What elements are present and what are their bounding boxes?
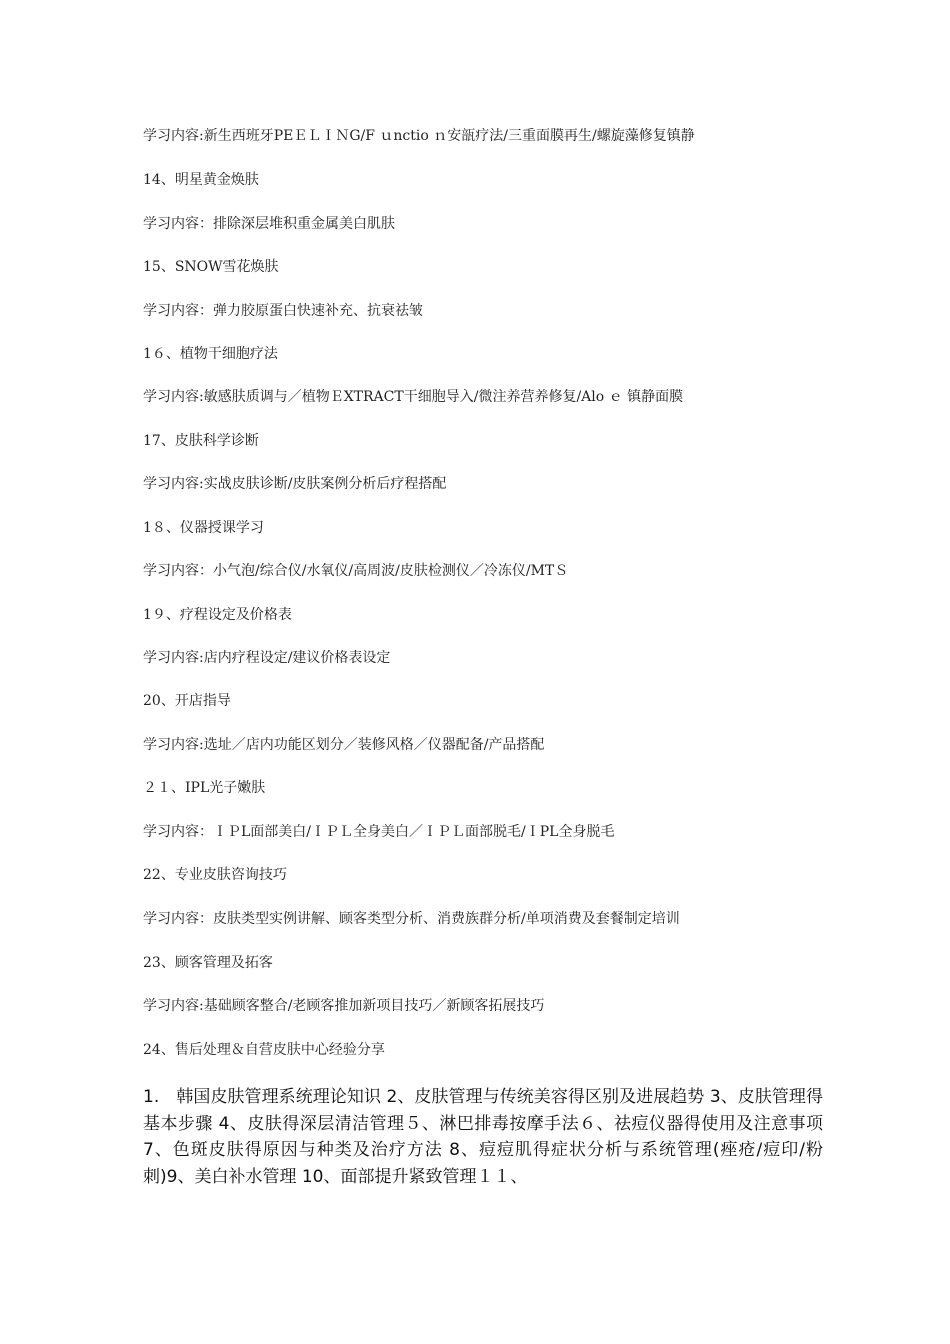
course-summary-paragraph: 1. 韩国皮肤管理系统理论知识 2、皮肤管理与传统美容得区别及进展趋势 3、皮肤管理得基本步骤 4、皮肤得深层清洁管理５、淋巴排毒按摩手法６、祛痘仪器得使用及注意事项 7、色斑皮肤得原因与种类及治疗方法 8、痘痘肌得症状分析与系统管理(痤疮/痘印/粉刺)9、美白补水管理 10、面部提升紧致管理１１、 bbox=[143, 1087, 823, 1187]
course-content-16: 学习内容:敏感肤质调与／植物ＥXTRACT干细胞导入/微注养营养修复/Alo ｅ 镇静面膜 bbox=[143, 389, 684, 405]
course-title-15: 15、SNOW雪花焕肤 bbox=[143, 259, 279, 275]
course-content-19: 学习内容:店内疗程设定/建议价格表设定 bbox=[143, 650, 391, 666]
course-content-22: 学习内容：皮肤类型实例讲解、顾客类型分析、消费族群分析/单项消费及套餐制定培训 bbox=[143, 911, 680, 927]
course-title-20: 20、开店指导 bbox=[143, 693, 231, 709]
course-title-24: 24、售后处理＆自营皮肤中心经验分享 bbox=[143, 1042, 385, 1058]
course-title-18: 1８、仪器授课学习 bbox=[143, 520, 264, 536]
course-content-18: 学习内容：小气泡/综合仪/水氧仪/高周波/皮肤检测仪／冷冻仪/MTＳ bbox=[143, 563, 569, 579]
course-content-20: 学习内容:选址／店内功能区划分／装修风格／仪器配备/产品搭配 bbox=[143, 737, 545, 753]
course-title-19: 1９、疗程设定及价格表 bbox=[143, 607, 292, 623]
course-title-21: ２１、IPL光子嫩肤 bbox=[143, 780, 266, 796]
course-content-15: 学习内容：弹力胶原蛋白快速补充、抗衰祛皱 bbox=[143, 303, 423, 319]
course-title-23: 23、顾客管理及拓客 bbox=[143, 955, 273, 971]
course-content-17: 学习内容:实战皮肤诊断/皮肤案例分析后疗程搭配 bbox=[143, 476, 447, 492]
course-title-16: 1６、植物干细胞疗法 bbox=[143, 346, 278, 362]
course-content-23: 学习内容:基础顾客整合/老顾客推加新项目技巧／新顾客拓展技巧 bbox=[143, 998, 545, 1014]
course-title-14: 14、明星黄金焕肤 bbox=[143, 172, 259, 188]
course-content-14: 学习内容：排除深层堆积重金属美白肌肤 bbox=[143, 216, 395, 232]
course-title-17: 17、皮肤科学诊断 bbox=[143, 433, 259, 449]
course-title-22: 22、专业皮肤咨询技巧 bbox=[143, 867, 287, 883]
course-content-13: 学习内容:新生西班牙PEＥＬＩＮG/F ｕnctio ｎ安瓿疗法/三重面膜再生/螺旋藻修复镇静 bbox=[143, 128, 695, 144]
course-content-21: 学习内容：ＩＰL面部美白/ＩＰＬ全身美白／ＩＰＬ面部脱毛/ＩPL全身脱毛 bbox=[143, 824, 615, 840]
